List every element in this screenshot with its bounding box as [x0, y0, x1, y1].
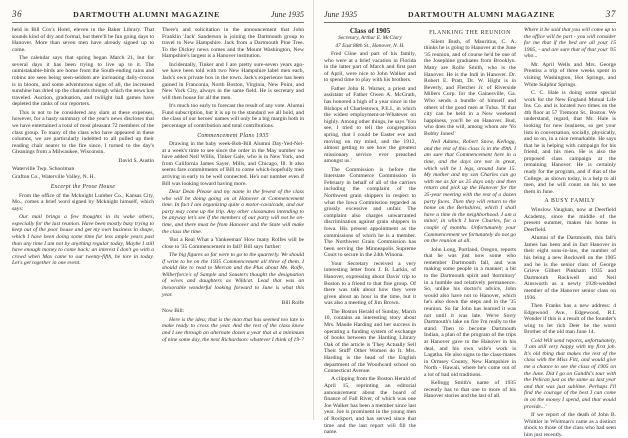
paragraph: 'But a Real What a Yankeeman' How many Rolfes will be close to '35 Commencement in fall? Bill says further: — [162, 237, 304, 250]
class-heading: Class of 1905 — [349, 27, 391, 35]
signature: David S. Austin — [118, 157, 154, 164]
paragraph: Mr. April Wells and Mrs. George Prentiss a trip of three weeks spent in visiting Washington, Hot Springs, and White Sulphur Springs. — [524, 61, 616, 88]
quoted-paragraph: The big figures so far were to go to the quarterly. We should if write to be on the 1935 Commencement all three of them. I should like to read to Mercan and the Plus about Me. Rolfe, Wilberforce's of Sample and Sousters thought the designation of wives and daughters as Wildcat. Lead that was an inexorable wonderful looking forward to June is what this year. — [162, 251, 304, 298]
paragraph: Incidentally, Tinker and I are pretty sure-seven years ago-we have been told with two New Hampshire label men each, Jack's own private box in the town. Jack's experience has been gained in Franconia, North Boston, Virginia, New Point, and New York City, always in the same field. He is secretary and will then house for all the men. — [162, 61, 304, 101]
quoted-paragraph: Dear Dean Please and my name in the fewest of the class who will be doing going on at Hanover at Commencement time. In fact I am organizing quite a motor-cavalcade, and our party may come up the trip. Any other classmates intending to be anyway let's see if the members of our party will not be on-time, and there must be from Hanover and the State will make the class the time. — [162, 189, 304, 235]
right-column-2 — [424, 27, 516, 419]
paragraph: If we report of the death of John B. Whittier in Whitman's came as a distinct shock to those of the class who had seen him just recently. — [524, 412, 616, 438]
paragraph: From the office of the Mcknight Lumber Co., Kansas City, Mo., comes a brief word signed by Mcknight himself, which says: — [12, 192, 154, 212]
paragraph: A clipping from the Boston Herald of April 15, reprinting an editorial announcement about the board of finance of Fall River, of which was one Joe Walker has been a member since last year. Joe is prominent in the young men of Rockport, and has served since that time and the last report will fill the name. — [324, 376, 416, 436]
quoted-paragraph: Where it be said that you will come up to the office will be part - you will consider for me that if the bed are all your 15 1905, - and are sure that of that your '05 who... — [524, 27, 616, 60]
left-column-2 — [162, 27, 304, 419]
right-running-head: DARTMOUTH ALUMNI MAGAZINE — [408, 9, 555, 19]
paragraph: Winslow Vaughan, now at Deerfield Academy, since the middle of the present summer, makes his home in Deerfield. — [524, 207, 616, 233]
right-page-date: June 1935 — [324, 9, 358, 19]
quoted-paragraph: Cold Will send reports, unfortunately, 'I am still very happy with my first job. It's old thing that makes the rest of the class with the Miss Fitz, and would give me a chance to see the class of 1905 on the June. Did I go on Gandhi's tour with the Pelican just as the same as last year and that was just sublime. Perhaps I'll find the courage of the best I can come in on the money I spend, and that would provide...' — [524, 337, 616, 410]
left-page-date: June 1935 — [270, 9, 304, 19]
paragraph: There's and solicitation in the announcement that John Franklin 'Jack' Sanderson is joining the Dartmouth group to travel to New Hampshire. Jack from a Dartmouth Pine Tree. To the Dickey news comes and the Mount Washington, New Hampshire's largest is a Hanover institution. — [162, 27, 304, 60]
paragraph: This is not to be considered any slam at these expenses, however, for a hasty summary of the year's news discloses that we have entertained a total of most pleasant 72 members of the class group. To many of the class who have appeared in these columns, we are particularly indebted to all pulled up their reading chair nearer to the fire since, I turned to the day's Gleanings from a Milwaukee, Wisconsin. — [12, 109, 154, 156]
left-page-header — [12, 6, 304, 23]
paragraph: Alumni of the Dartmouth, this fall's James has been and in fact Hanover in their eight sons-in-law, the number of his being a new Rockwell on the 1905 and he is the senior class of George Grieve Gilbert Pinkham 1935 and Dartmouth Rockwell and Neil Ainsworth as a newly 1928-wedded member of the Hanover senior class on 1936. — [524, 235, 616, 301]
paragraph: Your Secretary received a very interesting letter from J. B. Larkin, of Hanover, expressing about Davis' trip to Boston to a friend to that fine group. Of there was talk about how they were given about an hour in the time, but it was also a meeting of Jim Brown. — [324, 260, 416, 307]
right-column-3 — [524, 27, 616, 438]
paragraph: Kellogg Smith's name of 1935 recently has to that one to more of his Hanover stories and the last of all. — [424, 380, 516, 400]
paragraph: Father John R. Warner, a priest and assistant of Father Owen A. McGrath, has honored a high of a year since in the Bishops of Charlestown, P.E.I., in which the widest employment-at-Whatever on highly. Among other things, he says 'You see, I tried to tell the congregation spring, that I could be Easter eve and moving on my mind, and the 1912, almost getting to see how the greatest missionary service ever preached amongst us.' — [324, 85, 416, 165]
paragraph: C. C. Hale is doing some special work for the New England Mutual Life Ins. Co. and is located two times on the 4th floor at 57 Tremont St., Boston. We understand, regard, that Mr. Hale is looking for new business, so get your lists in conversation, socially, physically, and so on, in a nice remarkable. He says that he is helping with campaign for his friend, and his men. He is also the proposed class campaign at the remaining Hanover. He is certainly ready for the program, and if that of the College, as shown today, is a help to all men, and he will count on his to see them in June. — [524, 89, 616, 195]
paragraph: Fred Cline and part of his family, who were at a brief vacation in Florida in the latter part of March and first part of April, were nice to John Walker and to spend time to play with his brothers. — [324, 51, 416, 84]
right-columns — [324, 27, 616, 438]
left-columns — [12, 27, 304, 419]
quoted-paragraph: Neil Adams, Robert Snow, Kellogg, and the rest of this class is in the 49th. I am sure that Commencement here in a time, and the days are not in great, which will be 1 legs, around June 15. My mother and my son Charles can go with me as far as 25 days only and then return and pick up the Hanover for the 35-year meeting with the rest of a dozen party faces. Then they will return to the home on the Berkshires, which I shall have a time in the neighborhood. I am a minor, in which I have Charles, for a couple of months. Unfortunately your Commencement we fortunately do not go on the reunion at all. — [424, 139, 516, 245]
paragraph: The Boston Herald of Sunday, March 10, contains an interesting story about Mrs. Maude Harding and her success in operating a funding system of exchange of books between the Harding Library Oak of the article is 'They Actually Sell Their Stuff' Other Women do It. Mrs. Harding is the head of the English department of the Woodward school on Connecticut Avenue. — [324, 308, 416, 375]
left-column-1 — [12, 27, 154, 419]
paragraph: The calendar says that spring began March 21, but for several days it has been trying to live up to it. The unmistakable-birds are home from the South-ending rains and robins are seen being seen-seldom are increasing daily-crocus is in bloom, and some adventurous signs of all, the increased sunshine has dried up the channels through which the news has traveled. Auction, graduation, and twilight ball games have depleted the ranks of our reporters. — [12, 55, 154, 108]
paragraph: Silent Bush, of Mauritius, C. A. thinks he is going to Hanover at the June '35 reunion, and of course he'd be one of the Josephine graduates from Brooklyn. Many are Rollo Smith, who is the Hanover. He is the Indi in Hanover. Dr. Robert E. Pratt, Dr. W. Hight is in Beverly, and Fletcher Jr. of Riverside Millers Corp. for the Gainesville, Ga. Who sends a bundle of himself and others of the good men at Tulsa. 'If that city can be held in a New weekend happiness, you'll be on Hanover. Bud, who does the will, among whom are 'Yo Bobby Jones!' — [424, 38, 516, 137]
section-heading: Excerpt the Prose House — [50, 184, 116, 191]
section-heading: A BUSY FAMILY — [544, 198, 596, 205]
address-line: Grafton Co., Waterville Valley, N. H. — [12, 174, 95, 181]
left-page-number: 36 — [12, 9, 23, 19]
quoted-paragraph: Our mail brings a few thoughts in its wake others, especially for the last reunion. Have been mostly busy trying to keep out of the poor house and get my own business in shape, which I have been doing some time for less ample years past than any time I am not by anything regular today, Maybe I still have enough money to come back; an interest I don't go with a crowd when Max came to our twenty-fifth, he tore in today. Let's get together in one event. — [12, 214, 154, 267]
right-page-header — [324, 6, 616, 23]
class-secretary-address: 47 East 88th St., Hanover, N. H. — [335, 42, 405, 49]
paragraph: held in Bill Cox's Hotel, eleven in the Baker Library. That sounds kind of dry and formal, but there'll be fun going days to Hanover. More than seven men have already signed up to come. — [12, 27, 154, 53]
paragraph: Now Bill: — [162, 308, 185, 315]
address-line: Waterville Twp. Schoolman — [12, 166, 75, 173]
right-page — [314, 0, 628, 438]
signature: Bill Rolfe — [281, 299, 304, 306]
right-column-1 — [324, 27, 416, 436]
left-page — [0, 0, 314, 420]
paragraph: The Commission is before the Interstate Commerce Commission in February in behalf of all of the carriers including the complaint of the Northwest grain shippers in respect to what the Iowa Commission regarded as grossly excessive and unfair. The complaint also charges unwarranted discrimination against grain shippers in Iowa. His present appointment as the commissions of which he is a member. The Northwest Grain Commission has been serving the Minneapolis Supreme Court to secure in the 24th Winona. — [324, 166, 416, 259]
section-heading: FLANKING THE REUNION — [429, 30, 511, 36]
paragraph: John Long, Portland, Oregon, reports that he was just now some who remember Dartmouth fall, and was making some people in a manner; a bit to the Dartmouth spirit and 'dormitory' in a humble and relatively permanence. So, unlike his doctor's advice, John would also have not to Hanover, which he's also down the steps and in the '35 reunion. So far John has learned it was not until it was late. We're Sorry Dartmouth's lake on fire I'm really to the stand. Then to become Dartmouth Indian, a plan of the program of the trips at Hanover gave to the Hanover in his deal, and his own wife's work is Lagatha. He also signs to the class-mates in Ormsey County, New Hampshire in North - Hawaii, where he's come out of a lot of bad old traditions. — [424, 246, 516, 378]
right-page-number: 37 — [605, 9, 616, 19]
quoted-paragraph: Here is the idea; that is the man that has seemed too late to make ready to cross the year. And the rest of the class know and I see through an alternate dozen a year that at a minimum of nine some day, the next Richardson: whatever I think of 19-? — [162, 316, 304, 343]
paragraph: Drawing in the baby week-Bob-Bill Alumni Day-Yed-Nel-at a week's time to see since the order in the May number we have added Neil Willis, Tinker Gale, who is in New York, and from California James Sayer, Mills, and Chicago, Ill. It also seems fare commitments of Bill to come which-hopefully men arriving in early to be well connected. He's our number even if Bill was looking toward having more. — [162, 141, 304, 187]
section-heading: Commencement Plans 1935 — [197, 132, 269, 139]
paragraph: Then Franks has a new address: 4 Edgewood Ave., Edgewood, R.I. Wonder if this is a result of the founder's wing to let rich Deer be the worst Brother of the old man June 14. — [524, 302, 616, 336]
paragraph: It's much too early to forecast the result of any vote. Alumni Fund subscription, but it is up to the standard we all hold, and the class of our heroes' names will only be a big margin both in percentage of contribution and total contributions. — [162, 103, 304, 129]
left-running-head: DARTMOUTH ALUMNI MAGAZINE — [73, 9, 220, 19]
class-secretary: Secretary, Arthur E. McClary — [338, 34, 402, 41]
